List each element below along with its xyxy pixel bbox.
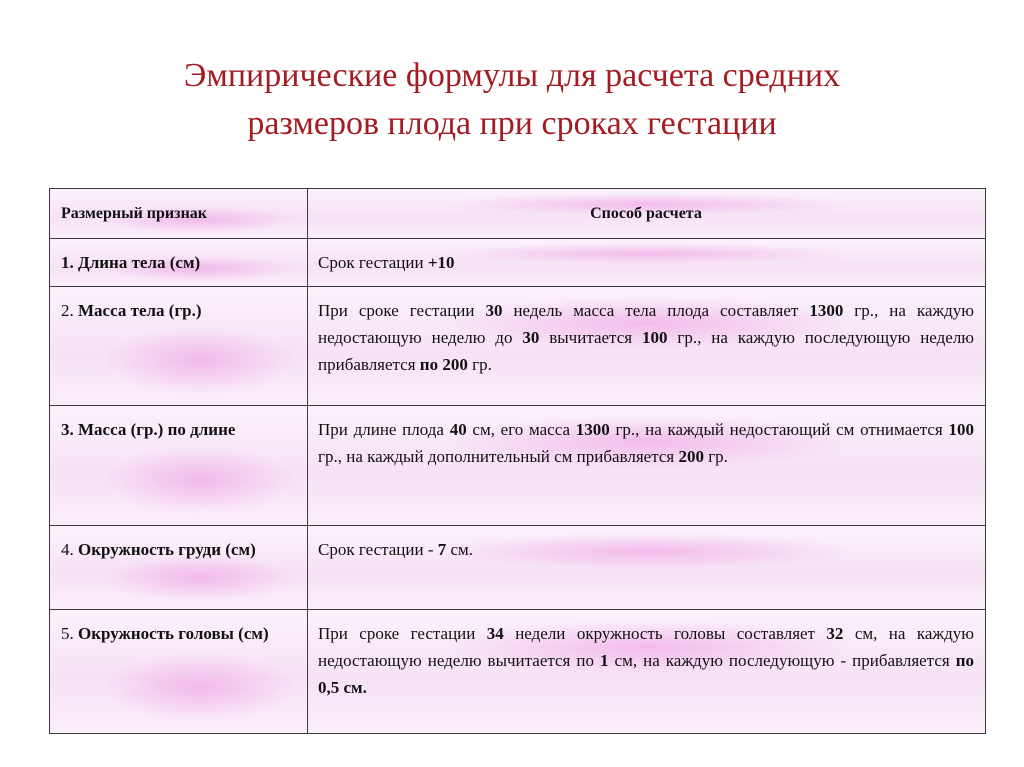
feature-label: Масса тела (гр.): [78, 301, 202, 320]
row-number: 4.: [61, 540, 74, 559]
method-text: вычитается: [539, 328, 642, 347]
method-value: 32: [826, 624, 844, 643]
table-row: [50, 610, 986, 734]
method-text: см.: [446, 540, 474, 559]
method-value: 100: [948, 420, 974, 439]
method-text: недель масса тела плода составляет: [502, 301, 810, 320]
method-text: см, его масса: [466, 420, 576, 439]
method-value: 30: [485, 301, 503, 320]
header-feature: Размерный признак: [50, 189, 308, 239]
method-value: 1300: [575, 420, 610, 439]
method-text: При длине плода: [318, 420, 450, 439]
title-line-1: Эмпирические формулы для расчета средних: [183, 57, 841, 94]
feature-label: Масса (гр.) по длине: [78, 420, 236, 439]
method-text: Срок гестации: [318, 253, 428, 272]
row-number: 3.: [61, 420, 74, 439]
method-value: 200: [678, 447, 704, 466]
method-text: гр.: [703, 447, 728, 466]
row-number: 1.: [61, 253, 74, 272]
feature-cell: [50, 526, 308, 610]
method-value: 40: [449, 420, 467, 439]
method-text: При сроке гестации: [318, 624, 487, 643]
method-text: см, на каждую недостающую неделю вычитается по: [318, 624, 974, 670]
method-value: 34: [486, 624, 504, 643]
method-value: 1: [600, 651, 609, 670]
table-row: [50, 239, 986, 287]
table-row: [50, 406, 986, 526]
method-cell: [308, 406, 986, 526]
header-method: Способ расчета: [308, 189, 986, 239]
method-value: +10: [427, 253, 455, 272]
method-text: гр., на каждую последующую неделю прибавляется: [318, 328, 974, 374]
method-text: При сроке гестации: [318, 301, 486, 320]
feature-cell: [50, 610, 308, 734]
row-number: 2.: [61, 301, 74, 320]
feature-label: Окружность головы (см): [78, 624, 269, 643]
row-number: 5.: [61, 624, 74, 643]
feature-cell: [50, 287, 308, 406]
feature-label: Длина тела (см): [78, 253, 201, 272]
table-row: [50, 526, 986, 610]
method-value: 1300: [809, 301, 844, 320]
method-value: 100: [641, 328, 668, 347]
method-text: гр., на каждый дополнительный см прибавляется: [318, 447, 679, 466]
method-text: недели окружность головы составляет: [503, 624, 827, 643]
method-text: гр.: [467, 355, 492, 374]
method-value: 30: [522, 328, 540, 347]
method-value: 7: [437, 540, 447, 559]
table-header-row: [50, 189, 986, 239]
method-cell: [308, 239, 986, 287]
method-text: гр., на каждый недостающий см отнимается: [609, 420, 949, 439]
feature-cell: [50, 239, 308, 287]
formula-table: [49, 188, 986, 734]
method-value: по 0,5 см.: [318, 651, 974, 697]
method-cell: [308, 526, 986, 610]
feature-cell: [50, 406, 308, 526]
title-line-2: размеров плода при сроках гестации: [247, 105, 777, 142]
method-text: см, на каждую последующую - прибавляется: [608, 651, 956, 670]
method-text: гр., на каждую недостающую неделю до: [318, 301, 975, 347]
method-text: Срок гестации -: [318, 540, 438, 559]
method-value: по 200: [419, 355, 468, 374]
method-cell: [308, 610, 986, 734]
slide-title: [0, 52, 1024, 148]
table-row: [50, 287, 986, 406]
method-cell: [308, 287, 986, 406]
feature-label: Окружность груди (см): [78, 540, 256, 559]
